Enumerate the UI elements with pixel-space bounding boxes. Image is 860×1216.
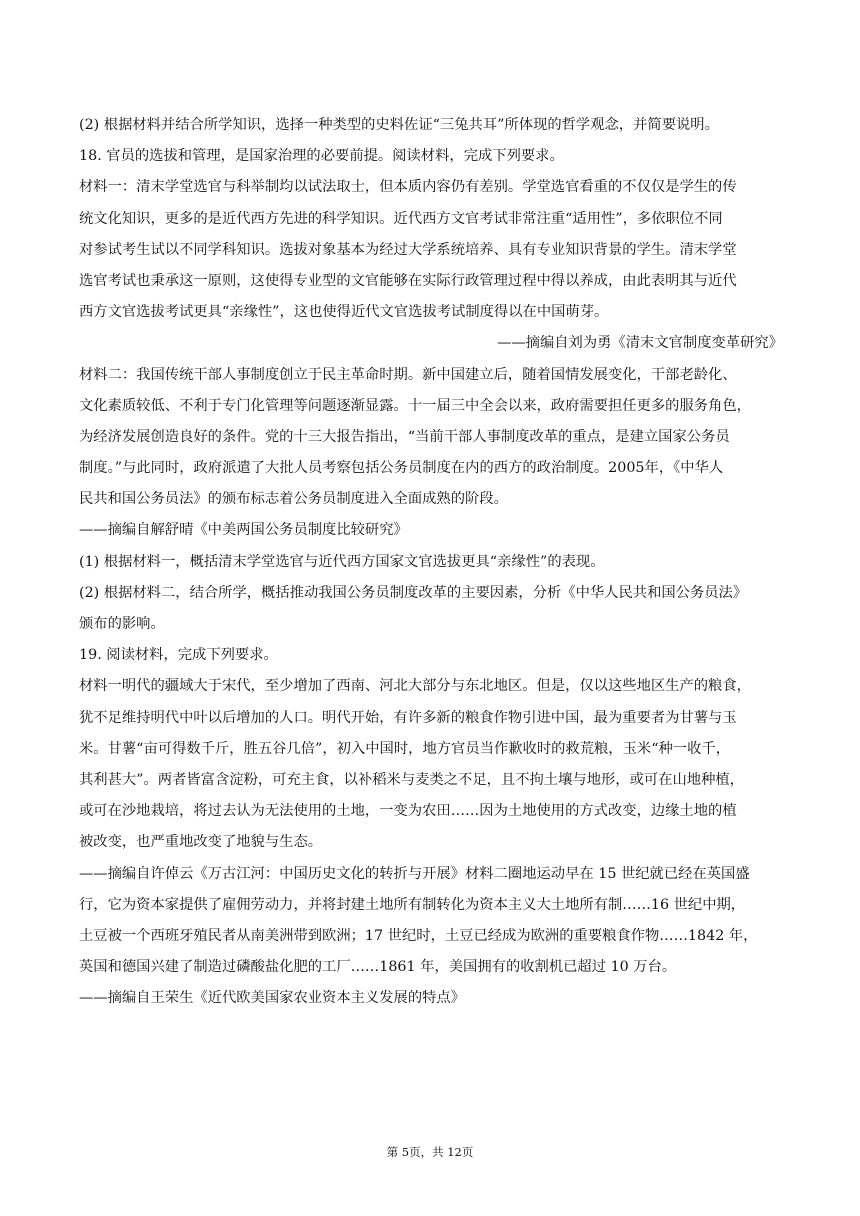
text-line: 犹不足维持明代中叶以后增加的人口。明代开始，有许多新的粮食作物引进中国，最为重要者为甘薯与玉: [79, 709, 737, 726]
text-line: ——摘编自许倬云《万古江河：中国历史文化的转折与开展》材料二圈地运动早在 15 世纪就已经在英国盛: [79, 865, 750, 882]
text-line: 材料二：我国传统干部人事制度创立于民主革命时期。新中国建立后，随着国情发展变化，干部老龄化、: [79, 366, 737, 383]
text-line: 对参试考生试以不同学科知识。选拔对象基本为经过大学系统培养、具有专业知识背景的学生。清末学堂: [79, 241, 737, 258]
text-line: 被改变，也严重地改变了地貌与生态。: [79, 834, 323, 851]
text-line: 材料一明代的疆域大于宋代，至少增加了西南、河北大部分与东北地区。但是，仅以这些地区生产的粮食，: [79, 678, 751, 695]
text-line: 材料一：清末学堂选官与科举制均以试法取士，但本质内容仍有差别。学堂选官看重的不仅仅是学生的传: [79, 179, 737, 196]
text-line: 米。甘薯“亩可得数千斤，胜五谷几倍”，初入中国时，地方官员当作歉收时的救荒粮，玉米“种一收千，: [79, 740, 730, 757]
text-line: 19. 阅读材料，完成下列要求。: [79, 647, 278, 664]
text-line: 为经济发展创造良好的条件。党的十三大报告指出，“当前干部人事制度改革的重点，是建立国家公务员: [79, 428, 730, 445]
text-line: 制度。”与此同时，政府派遣了大批人员考察包括公务员制度在内的西方的政治制度。2005年，《中华人: [79, 460, 724, 477]
text-line: (1) 根据材料一，概括清末学堂选官与近代西方国家文官选拔更具“亲缘性”的表现。: [79, 553, 605, 570]
text-line: 民共和国公务员法》的颁布标志着公务员制度进入全面成熟的阶段。: [79, 491, 508, 508]
text-line: ——摘编自王荣生《近代欧美国家农业资本主义发展的特点》: [79, 990, 466, 1007]
text-line: 18. 官员的选拔和管理，是国家治理的必要前提。阅读材料，完成下列要求。: [79, 148, 564, 165]
page-footer: 第 5页，共 12页: [386, 1145, 474, 1159]
text-line: 颁布的影响。: [79, 616, 165, 632]
document-body: [79, 110, 783, 1014]
text-line: 其利甚大”。两者皆富含淀粉，可充主食，以补稻米与麦类之不足，且不拘土壤与地形，或可在山地种植，: [79, 771, 744, 788]
text-line: 英国和德国兴建了制造过磷酸盐化肥的工厂……1861 年，美国拥有的收割机已超过 10 万台。: [79, 959, 677, 976]
text-line: 选官考试也秉承这一原则，这使得专业型的文官能够在实际行政管理过程中得以养成，由此表明其与近代: [79, 272, 737, 289]
citation-line: ——摘编自刘为勇《清末文官制度变革研究》: [497, 335, 783, 352]
text-line: 土豆被一个西班牙殖民者从南美洲带到欧洲；17 世纪时，土豆已经成为欧洲的重要粮食作物……1842 年，: [79, 927, 758, 944]
text-line: ——摘编自解舒晴《中美两国公务员制度比较研究》: [79, 522, 408, 539]
text-line: (2) 根据材料二，结合所学，概括推动我国公务员制度改革的主要因素，分析《中华人民共和国公务员法》: [79, 584, 748, 601]
text-line: 行，它为资本家提供了雇佣劳动力，并将封建土地所有制转化为资本主义大土地所有制……16 世纪中期，: [79, 896, 746, 913]
text-line: 文化素质较低、不利于专门化管理等问题逐渐显露。十一届三中全会以来，政府需要担任更多的服务角色，: [79, 397, 751, 414]
text-line: 统文化知识，更多的是近代西方先进的科学知识。近代西方文官考试非常注重“适用性”，多依职位不同: [79, 210, 723, 227]
text-line: 或可在沙地栽培，将过去认为无法使用的土地，一变为农田……因为土地使用的方式改变，边缘土地的植: [79, 803, 737, 820]
text-line: 西方文官选拔考试更具“亲缘性”，这也使得近代文官选拔考试制度得以在中国萌芽。: [79, 304, 609, 321]
text-line: (2) 根据材料并结合所学知识，选择一种类型的史料佐证“三兔共耳”所体现的哲学观念，并简要说明。: [79, 117, 719, 133]
